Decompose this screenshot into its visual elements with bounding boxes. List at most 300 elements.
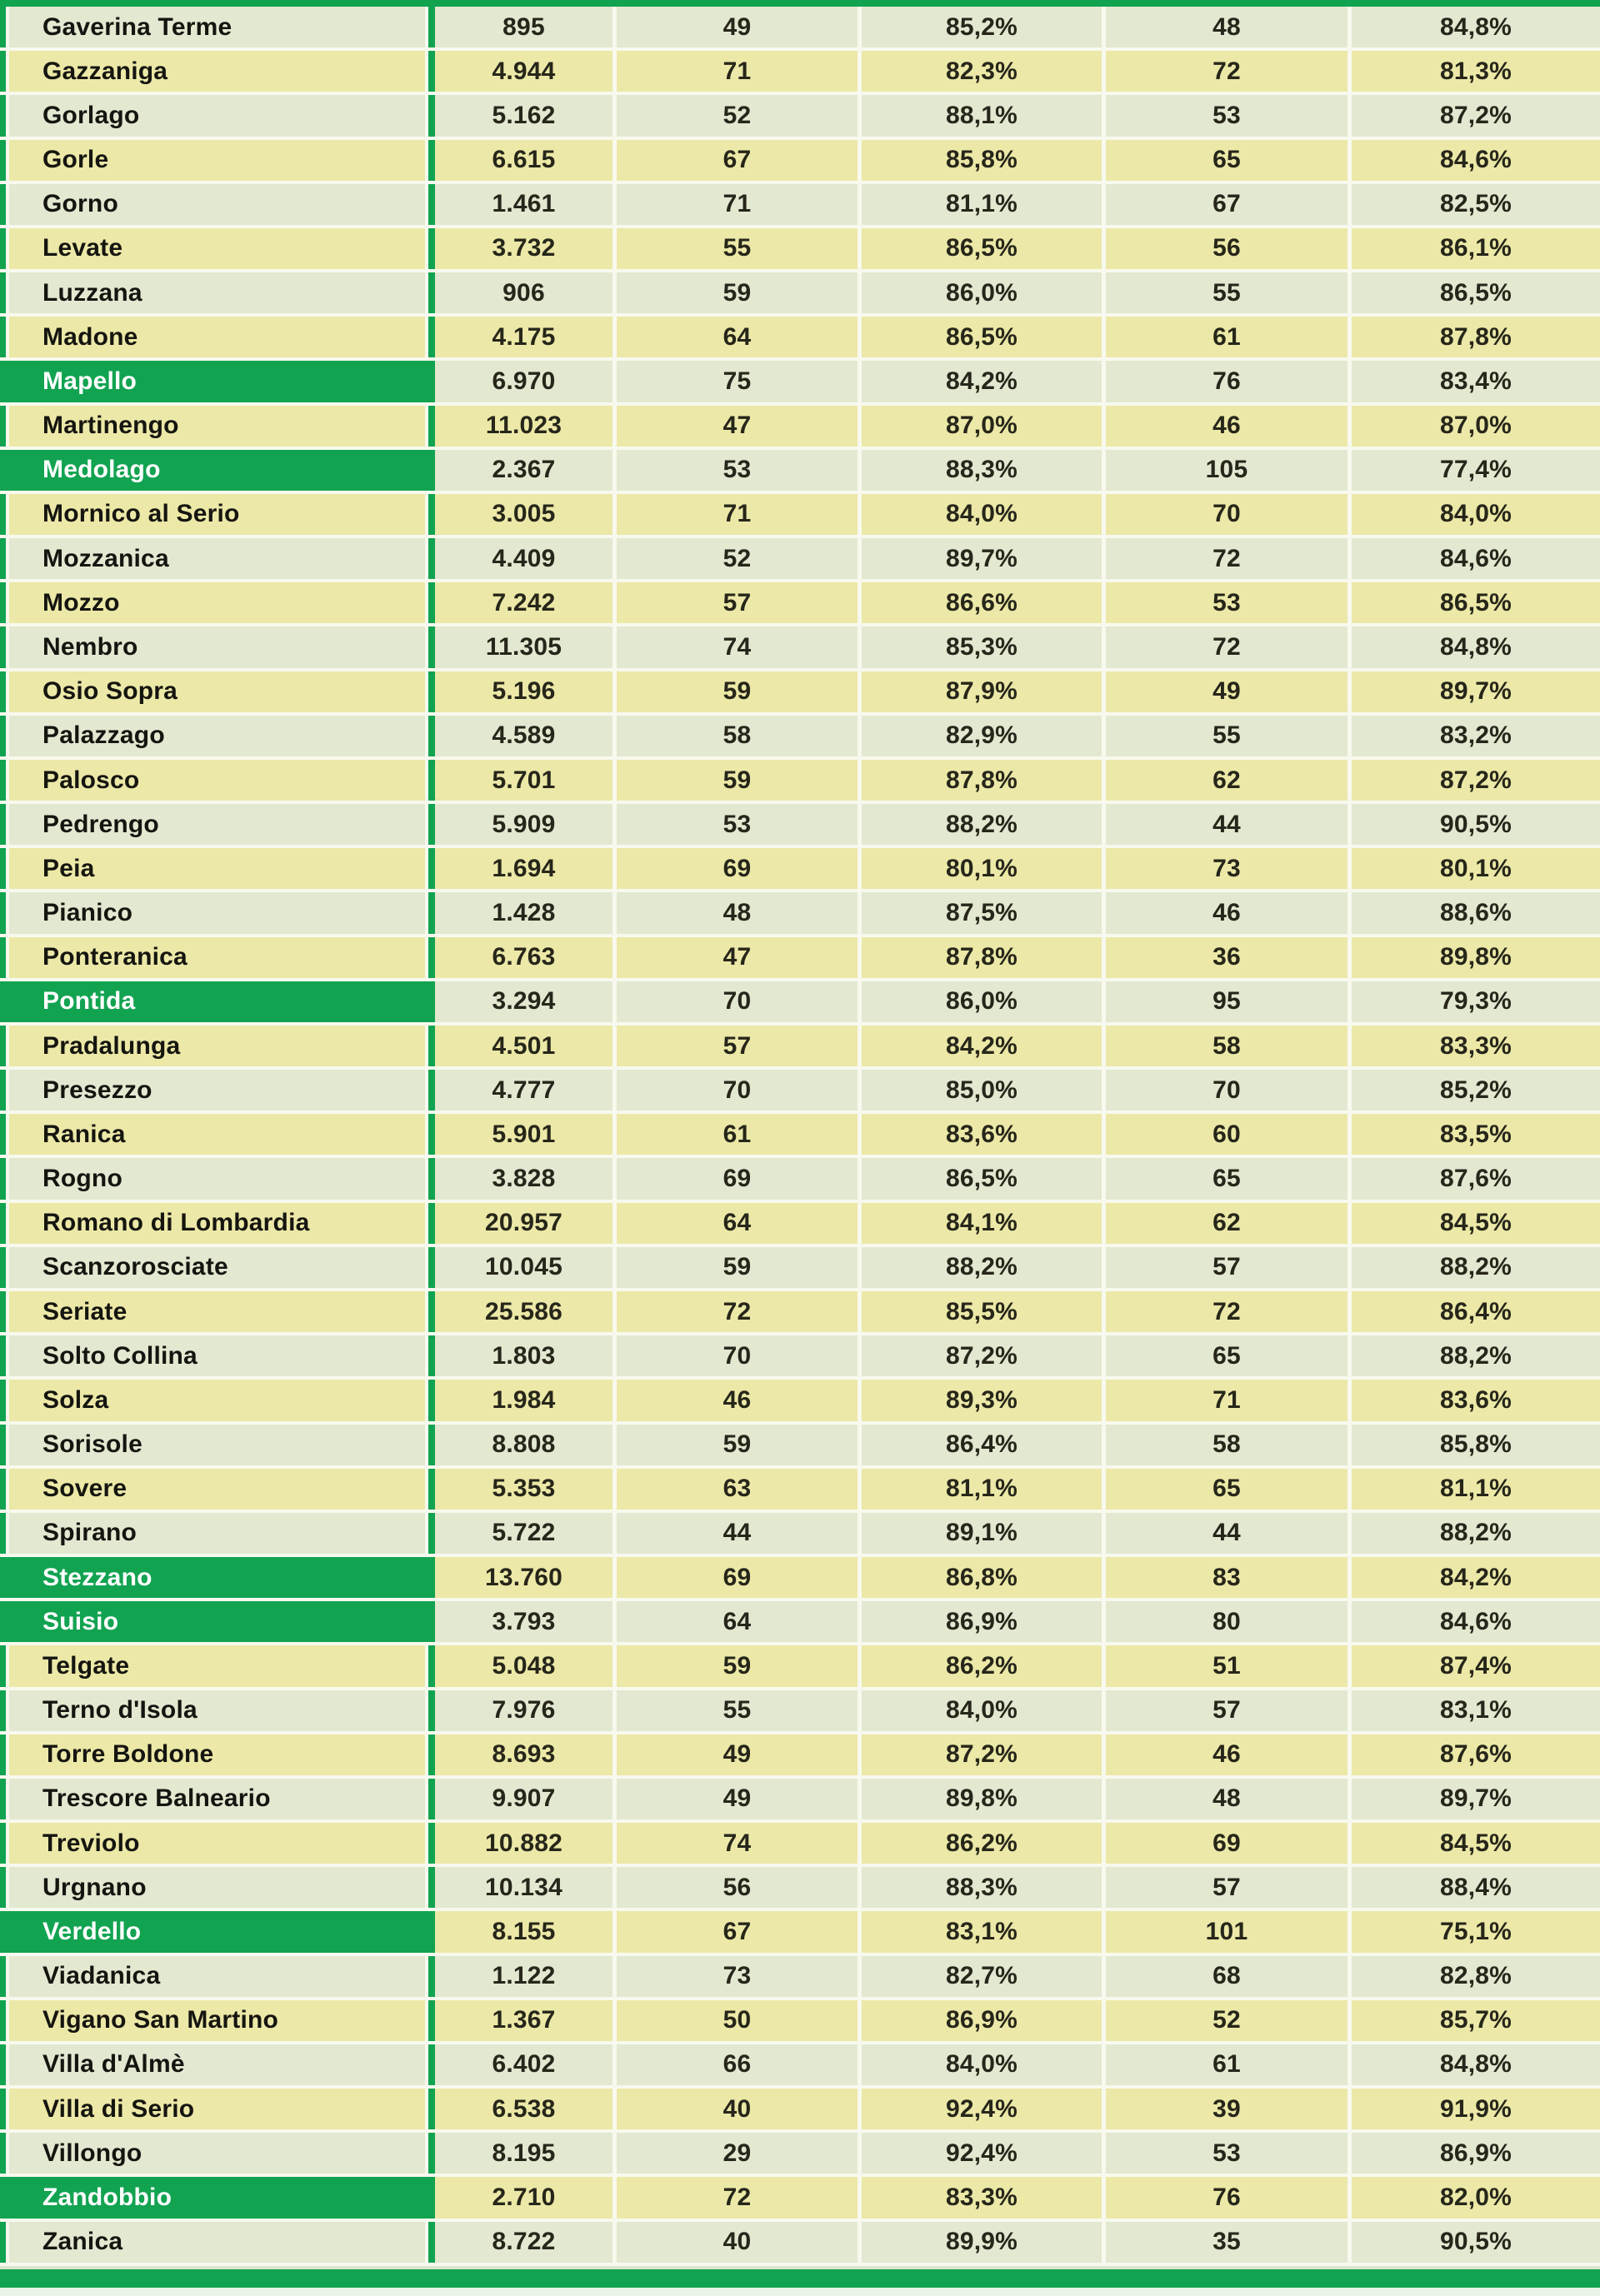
value-cell: 89,7% (1348, 1779, 1600, 1819)
municipality-name-cell: Palosco (0, 760, 435, 801)
value-cell: 86,5% (858, 228, 1102, 269)
municipality-name-cell: Luzzana (0, 272, 435, 313)
value-cell: 5.909 (435, 804, 612, 845)
value-cell: 90,5% (1348, 2222, 1600, 2263)
value-cell: 2.367 (435, 450, 612, 491)
table-row (0, 848, 1600, 892)
value-cell: 55 (1102, 716, 1348, 756)
table-row (0, 2222, 1600, 2266)
municipality-name-cell: Gorlago (0, 95, 435, 136)
value-cell: 86,8% (858, 1557, 1102, 1598)
table-row (0, 272, 1600, 317)
value-cell: 61 (1102, 2044, 1348, 2085)
value-cell: 80,1% (1348, 848, 1600, 889)
value-cell: 76 (1102, 361, 1348, 402)
table-row (0, 1601, 1600, 1645)
value-cell: 4.589 (435, 716, 612, 756)
municipality-name-cell: Medolago (0, 450, 435, 491)
value-cell: 13.760 (435, 1557, 612, 1598)
value-cell: 69 (612, 848, 858, 889)
value-cell: 88,2% (1348, 1335, 1600, 1376)
table-row (0, 1469, 1600, 1513)
value-cell: 65 (1102, 140, 1348, 181)
value-cell: 59 (612, 671, 858, 712)
value-cell: 75,1% (1348, 1911, 1600, 1952)
value-cell: 85,3% (858, 626, 1102, 667)
table-row (0, 140, 1600, 184)
table-row (0, 1291, 1600, 1335)
value-cell: 60 (1102, 1114, 1348, 1155)
value-cell: 86,2% (858, 1823, 1102, 1864)
value-cell: 65 (1102, 1335, 1348, 1376)
municipality-name-cell: Mornico al Serio (0, 494, 435, 535)
table-row (0, 7, 1600, 51)
value-cell: 2.710 (435, 2177, 612, 2218)
municipality-name-cell: Martinengo (0, 406, 435, 447)
value-cell: 87,8% (858, 937, 1102, 978)
value-cell: 86,0% (858, 272, 1102, 313)
value-cell: 4.409 (435, 538, 612, 579)
table-row (0, 1513, 1600, 1557)
municipality-name-cell: Romano di Lombardia (0, 1203, 435, 1244)
value-cell: 49 (612, 7, 858, 47)
table-row (0, 51, 1600, 95)
value-cell: 6.970 (435, 361, 612, 402)
municipality-name-cell: Pontida (0, 981, 435, 1022)
value-cell: 36 (1102, 937, 1348, 978)
table-row (0, 2000, 1600, 2044)
value-cell: 84,5% (1348, 1823, 1600, 1864)
value-cell: 72 (612, 1291, 858, 1332)
table-row (0, 1335, 1600, 1380)
value-cell: 88,2% (858, 1247, 1102, 1288)
value-cell: 59 (612, 1247, 858, 1288)
table-row (0, 317, 1600, 361)
municipality-name-cell: Scanzorosciate (0, 1247, 435, 1288)
value-cell: 81,1% (858, 184, 1102, 225)
value-cell: 59 (612, 760, 858, 801)
value-cell: 86,1% (1348, 228, 1600, 269)
value-cell: 83,1% (858, 1911, 1102, 1952)
value-cell: 6.615 (435, 140, 612, 181)
value-cell: 88,3% (858, 1867, 1102, 1908)
value-cell: 105 (1102, 450, 1348, 491)
table-row (0, 95, 1600, 139)
value-cell: 84,8% (1348, 7, 1600, 47)
value-cell: 91,9% (1348, 2089, 1600, 2129)
value-cell: 58 (1102, 1425, 1348, 1465)
value-cell: 89,8% (858, 1779, 1102, 1819)
value-cell: 84,8% (1348, 626, 1600, 667)
value-cell: 92,4% (858, 2133, 1102, 2174)
municipality-name-cell: Mozzo (0, 582, 435, 623)
value-cell: 46 (612, 1380, 858, 1420)
value-cell: 52 (612, 95, 858, 136)
value-cell: 5.353 (435, 1469, 612, 1510)
value-cell: 64 (612, 317, 858, 357)
municipality-name-cell: Palazzago (0, 716, 435, 756)
value-cell: 47 (612, 406, 858, 447)
value-cell: 4.777 (435, 1070, 612, 1111)
value-cell: 7.976 (435, 1690, 612, 1731)
value-cell: 86,5% (1348, 582, 1600, 623)
value-cell: 6.538 (435, 2089, 612, 2129)
value-cell: 1.367 (435, 2000, 612, 2041)
value-cell: 55 (612, 1690, 858, 1731)
value-cell: 6.763 (435, 937, 612, 978)
value-cell: 86,5% (1348, 272, 1600, 313)
table-row (0, 1911, 1600, 1955)
municipality-name-cell: Solto Collina (0, 1335, 435, 1376)
municipality-name-cell: Peia (0, 848, 435, 889)
value-cell: 86,4% (858, 1425, 1102, 1465)
municipality-name-cell: Nembro (0, 626, 435, 667)
municipality-name-cell: Stezzano (0, 1557, 435, 1598)
value-cell: 44 (612, 1513, 858, 1554)
value-cell: 89,1% (858, 1513, 1102, 1554)
municipality-name-cell: Gorno (0, 184, 435, 225)
value-cell: 84,2% (858, 361, 1102, 402)
value-cell: 89,9% (858, 2222, 1102, 2263)
value-cell: 86,0% (858, 981, 1102, 1022)
value-cell: 55 (1102, 272, 1348, 313)
value-cell: 8.693 (435, 1734, 612, 1775)
table-top-border (0, 0, 1600, 7)
value-cell: 81,3% (1348, 51, 1600, 92)
table-row (0, 2044, 1600, 2089)
value-cell: 20.957 (435, 1203, 612, 1244)
value-cell: 25.586 (435, 1291, 612, 1332)
municipality-name-cell: Solza (0, 1380, 435, 1420)
value-cell: 4.944 (435, 51, 612, 92)
municipality-name-cell: Gaverina Terme (0, 7, 435, 47)
value-cell: 86,4% (1348, 1291, 1600, 1332)
value-cell: 3.732 (435, 228, 612, 269)
municipality-name-cell: Vigano San Martino (0, 2000, 435, 2041)
value-cell: 57 (1102, 1247, 1348, 1288)
value-cell: 76 (1102, 2177, 1348, 2218)
value-cell: 87,2% (1348, 95, 1600, 136)
value-cell: 7.242 (435, 582, 612, 623)
value-cell: 63 (612, 1469, 858, 1510)
value-cell: 84,0% (1348, 494, 1600, 535)
table-row (0, 1247, 1600, 1291)
value-cell: 53 (1102, 2133, 1348, 2174)
value-cell: 84,8% (1348, 2044, 1600, 2085)
municipality-name-cell: Treviolo (0, 1823, 435, 1864)
value-cell: 3.793 (435, 1601, 612, 1642)
value-cell: 77,4% (1348, 450, 1600, 491)
value-cell: 95 (1102, 981, 1348, 1022)
value-cell: 57 (612, 1026, 858, 1066)
municipality-name-cell: Pianico (0, 892, 435, 933)
value-cell: 8.722 (435, 2222, 612, 2263)
value-cell: 85,2% (858, 7, 1102, 47)
value-cell: 55 (612, 228, 858, 269)
value-cell: 85,2% (1348, 1070, 1600, 1111)
table-row (0, 538, 1600, 582)
table-row (0, 1425, 1600, 1469)
value-cell: 57 (612, 582, 858, 623)
municipality-name-cell: Pedrengo (0, 804, 435, 845)
value-cell: 87,0% (858, 406, 1102, 447)
value-cell: 56 (612, 1867, 858, 1908)
table-row (0, 184, 1600, 228)
value-cell: 59 (612, 272, 858, 313)
value-cell: 69 (612, 1158, 858, 1199)
value-cell: 86,5% (858, 317, 1102, 357)
value-cell: 5.196 (435, 671, 612, 712)
table-row (0, 760, 1600, 804)
municipality-name-cell: Ranica (0, 1114, 435, 1155)
value-cell: 57 (1102, 1867, 1348, 1908)
municipality-name-cell: Presezzo (0, 1070, 435, 1111)
value-cell: 4.501 (435, 1026, 612, 1066)
value-cell: 44 (1102, 1513, 1348, 1554)
value-cell: 84,0% (858, 1690, 1102, 1731)
value-cell: 53 (612, 450, 858, 491)
table-row (0, 626, 1600, 671)
value-cell: 52 (612, 538, 858, 579)
value-cell: 83,4% (1348, 361, 1600, 402)
value-cell: 61 (612, 1114, 858, 1155)
table-row (0, 1203, 1600, 1247)
municipality-name-cell: Sorisole (0, 1425, 435, 1465)
value-cell: 906 (435, 272, 612, 313)
value-cell: 72 (1102, 1291, 1348, 1332)
municipality-name-cell: Viadanica (0, 1956, 435, 1997)
value-cell: 82,5% (1348, 184, 1600, 225)
value-cell: 52 (1102, 2000, 1348, 2041)
value-cell: 71 (612, 51, 858, 92)
value-cell: 66 (612, 2044, 858, 2085)
value-cell: 88,3% (858, 450, 1102, 491)
value-cell: 48 (612, 892, 858, 933)
value-cell: 101 (1102, 1911, 1348, 1952)
value-cell: 72 (612, 2177, 858, 2218)
municipality-name-cell: Urgnano (0, 1867, 435, 1908)
value-cell: 87,5% (858, 892, 1102, 933)
value-cell: 56 (1102, 228, 1348, 269)
value-cell: 90,5% (1348, 804, 1600, 845)
value-cell: 64 (612, 1203, 858, 1244)
value-cell: 49 (612, 1779, 858, 1819)
value-cell: 71 (612, 184, 858, 225)
value-cell: 6.402 (435, 2044, 612, 2085)
value-cell: 73 (612, 1956, 858, 1997)
value-cell: 53 (612, 804, 858, 845)
municipality-name-cell: Torre Boldone (0, 1734, 435, 1775)
value-cell: 72 (1102, 51, 1348, 92)
value-cell: 86,6% (858, 582, 1102, 623)
value-cell: 1.461 (435, 184, 612, 225)
table-row (0, 494, 1600, 538)
value-cell: 29 (612, 2133, 858, 2174)
value-cell: 84,6% (1348, 1601, 1600, 1642)
value-cell: 83 (1102, 1557, 1348, 1598)
value-cell: 85,8% (1348, 1425, 1600, 1465)
value-cell: 83,6% (1348, 1380, 1600, 1420)
value-cell: 5.048 (435, 1645, 612, 1686)
value-cell: 1.428 (435, 892, 612, 933)
value-cell: 89,7% (858, 538, 1102, 579)
value-cell: 48 (1102, 1779, 1348, 1819)
table-row (0, 450, 1600, 494)
municipality-name-cell: Verdello (0, 1911, 435, 1952)
value-cell: 69 (1102, 1823, 1348, 1864)
value-cell: 65 (1102, 1158, 1348, 1199)
value-cell: 83,3% (1348, 1026, 1600, 1066)
value-cell: 82,9% (858, 716, 1102, 756)
municipality-table (0, 7, 1600, 2266)
municipality-name-cell: Villongo (0, 2133, 435, 2174)
value-cell: 87,4% (1348, 1645, 1600, 1686)
table-row (0, 2133, 1600, 2177)
value-cell: 70 (1102, 494, 1348, 535)
value-cell: 89,8% (1348, 937, 1600, 978)
municipality-name-cell: Ponteranica (0, 937, 435, 978)
value-cell: 11.023 (435, 406, 612, 447)
value-cell: 88,6% (1348, 892, 1600, 933)
value-cell: 80,1% (858, 848, 1102, 889)
page-margin-strip (0, 2288, 1600, 2296)
table-row (0, 2089, 1600, 2133)
value-cell: 895 (435, 7, 612, 47)
value-cell: 74 (612, 626, 858, 667)
municipality-name-cell: Rogno (0, 1158, 435, 1199)
value-cell: 84,2% (858, 1026, 1102, 1066)
value-cell: 84,0% (858, 494, 1102, 535)
table-row (0, 361, 1600, 405)
table-row (0, 406, 1600, 450)
value-cell: 88,4% (1348, 1867, 1600, 1908)
value-cell: 58 (1102, 1026, 1348, 1066)
value-cell: 84,2% (1348, 1557, 1600, 1598)
value-cell: 87,6% (1348, 1734, 1600, 1775)
value-cell: 50 (612, 2000, 858, 2041)
municipality-name-cell: Levate (0, 228, 435, 269)
table-row (0, 1690, 1600, 1734)
municipality-name-cell: Villa d'Almè (0, 2044, 435, 2085)
value-cell: 10.882 (435, 1823, 612, 1864)
value-cell: 57 (1102, 1690, 1348, 1731)
value-cell: 92,4% (858, 2089, 1102, 2129)
value-cell: 9.907 (435, 1779, 612, 1819)
table-row (0, 1114, 1600, 1158)
value-cell: 72 (1102, 626, 1348, 667)
municipality-name-cell: Seriate (0, 1291, 435, 1332)
value-cell: 87,9% (858, 671, 1102, 712)
table-row (0, 1956, 1600, 2000)
value-cell: 62 (1102, 1203, 1348, 1244)
value-cell: 5.701 (435, 760, 612, 801)
value-cell: 87,2% (858, 1335, 1102, 1376)
value-cell: 82,0% (1348, 2177, 1600, 2218)
value-cell: 71 (612, 494, 858, 535)
value-cell: 86,9% (858, 2000, 1102, 2041)
table-row (0, 2177, 1600, 2221)
value-cell: 88,1% (858, 95, 1102, 136)
value-cell: 87,2% (1348, 760, 1600, 801)
value-cell: 74 (612, 1823, 858, 1864)
value-cell: 48 (1102, 7, 1348, 47)
value-cell: 86,9% (858, 1601, 1102, 1642)
value-cell: 85,0% (858, 1070, 1102, 1111)
value-cell: 46 (1102, 892, 1348, 933)
value-cell: 3.005 (435, 494, 612, 535)
value-cell: 86,2% (858, 1645, 1102, 1686)
value-cell: 59 (612, 1425, 858, 1465)
table-row (0, 1823, 1600, 1867)
value-cell: 70 (612, 1335, 858, 1376)
value-cell: 53 (1102, 582, 1348, 623)
value-cell: 85,7% (1348, 2000, 1600, 2041)
value-cell: 39 (1102, 2089, 1348, 2129)
municipality-name-cell: Telgate (0, 1645, 435, 1686)
municipality-name-cell: Zanica (0, 2222, 435, 2263)
municipality-name-cell: Sovere (0, 1469, 435, 1510)
municipality-name-cell: Suisio (0, 1601, 435, 1642)
value-cell: 61 (1102, 317, 1348, 357)
value-cell: 46 (1102, 406, 1348, 447)
municipality-name-cell: Spirano (0, 1513, 435, 1554)
value-cell: 8.155 (435, 1911, 612, 1952)
value-cell: 88,2% (1348, 1513, 1600, 1554)
value-cell: 89,3% (858, 1380, 1102, 1420)
value-cell: 53 (1102, 95, 1348, 136)
table-row (0, 1070, 1600, 1114)
value-cell: 8.195 (435, 2133, 612, 2174)
table-row (0, 228, 1600, 272)
value-cell: 87,8% (858, 760, 1102, 801)
table-row (0, 671, 1600, 716)
municipality-name-cell: Pradalunga (0, 1026, 435, 1066)
value-cell: 83,6% (858, 1114, 1102, 1155)
value-cell: 84,6% (1348, 538, 1600, 579)
value-cell: 86,5% (858, 1158, 1102, 1199)
value-cell: 82,7% (858, 1956, 1102, 1997)
value-cell: 88,2% (1348, 1247, 1600, 1288)
value-cell: 65 (1102, 1469, 1348, 1510)
municipality-name-cell: Terno d'Isola (0, 1690, 435, 1731)
table-row (0, 716, 1600, 760)
table-row (0, 1645, 1600, 1690)
value-cell: 70 (612, 981, 858, 1022)
value-cell: 84,6% (1348, 140, 1600, 181)
value-cell: 84,5% (1348, 1203, 1600, 1244)
value-cell: 49 (612, 1734, 858, 1775)
value-cell: 5.901 (435, 1114, 612, 1155)
value-cell: 44 (1102, 804, 1348, 845)
value-cell: 87,2% (858, 1734, 1102, 1775)
value-cell: 72 (1102, 538, 1348, 579)
table-row (0, 1380, 1600, 1424)
value-cell: 1.122 (435, 1956, 612, 1997)
value-cell: 64 (612, 1601, 858, 1642)
table-row (0, 1779, 1600, 1823)
value-cell: 8.808 (435, 1425, 612, 1465)
value-cell: 1.803 (435, 1335, 612, 1376)
value-cell: 70 (612, 1070, 858, 1111)
value-cell: 70 (1102, 1070, 1348, 1111)
table-row (0, 1867, 1600, 1911)
value-cell: 83,2% (1348, 716, 1600, 756)
value-cell: 71 (1102, 1380, 1348, 1420)
value-cell: 79,3% (1348, 981, 1600, 1022)
table-row (0, 1026, 1600, 1070)
value-cell: 87,8% (1348, 317, 1600, 357)
municipality-name-cell: Madone (0, 317, 435, 357)
